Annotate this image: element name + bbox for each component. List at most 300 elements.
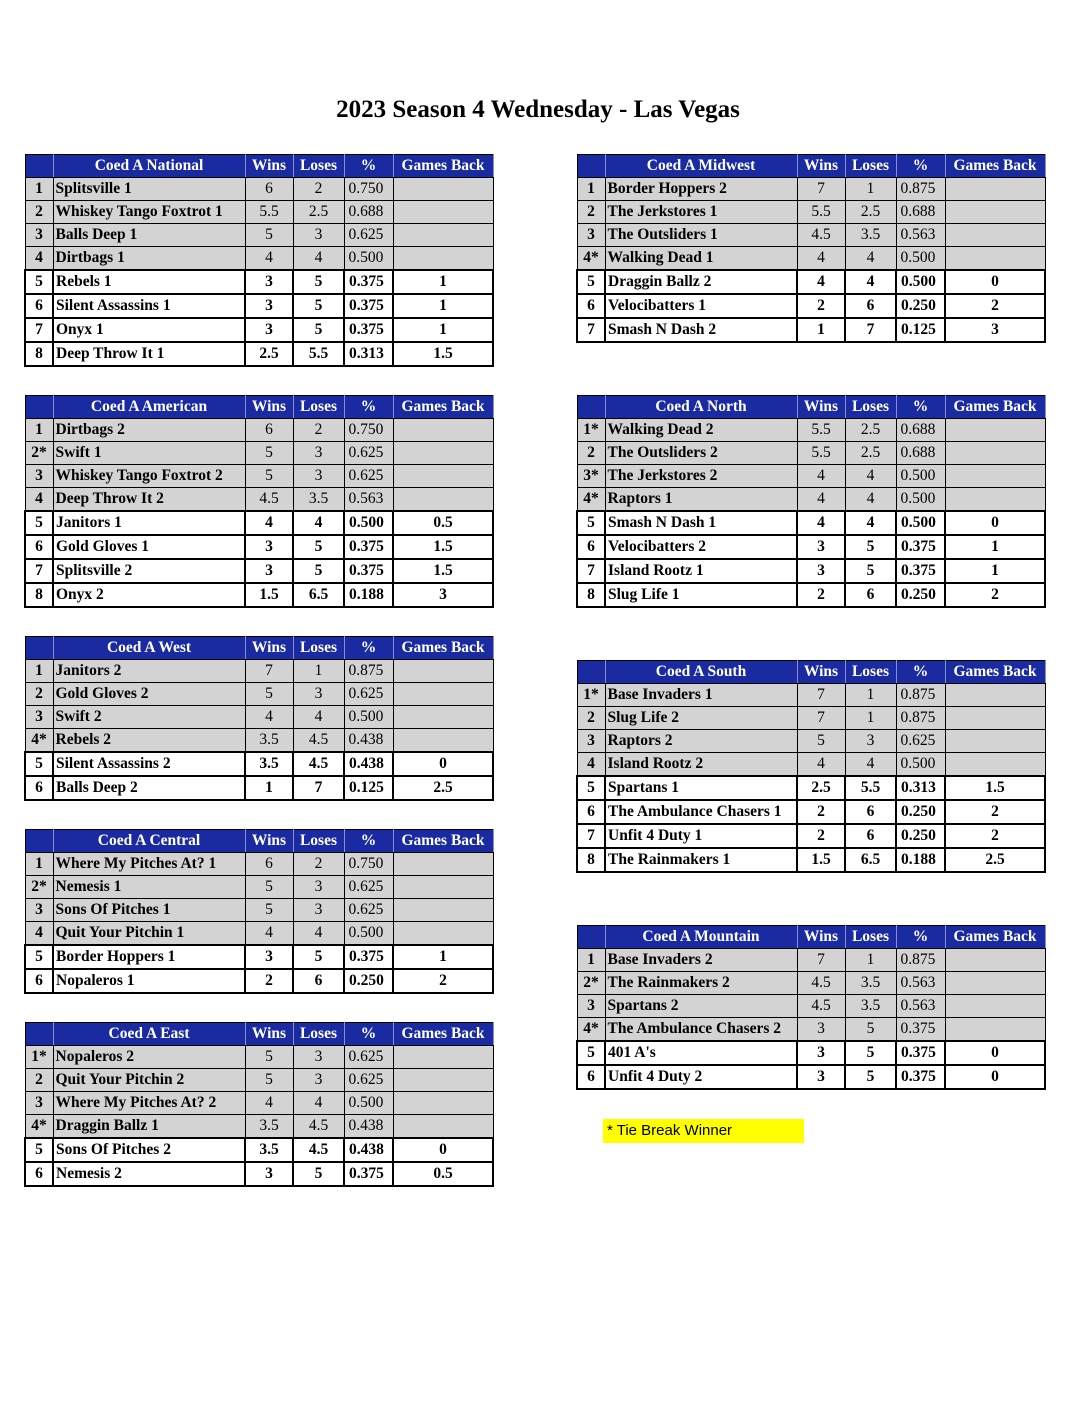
games-back-cell: 3: [393, 583, 493, 607]
team-name-cell: The Outsliders 1: [605, 224, 797, 247]
table-row: [577, 247, 1045, 271]
pct-cell: 0.188: [344, 583, 393, 607]
team-name-cell: Whiskey Tango Foxtrot 1: [53, 201, 245, 224]
games-back-cell: 0.5: [393, 511, 493, 535]
team-name-cell: Rebels 1: [53, 270, 245, 294]
division-header-row: [25, 830, 493, 853]
team-name-cell: Silent Assassins 2: [53, 752, 245, 776]
rank-cell: 2*: [25, 442, 53, 465]
table-row: [25, 178, 493, 201]
team-name-cell: Nemesis 2: [53, 1162, 245, 1186]
rank-cell: 6: [577, 535, 605, 559]
rank-cell: 7: [577, 824, 605, 848]
pct-cell: 0.500: [896, 465, 945, 488]
division-name: Coed A National: [53, 155, 245, 178]
loses-cell: 3: [293, 465, 344, 488]
rank-cell: 6: [25, 535, 53, 559]
wins-cell: 3.5: [245, 1115, 293, 1139]
loses-cell: 4: [845, 465, 896, 488]
pct-header: %: [896, 396, 945, 419]
pct-cell: 0.375: [344, 945, 393, 969]
games-back-cell: [945, 419, 1045, 442]
games-back-cell: 1: [393, 270, 493, 294]
team-name-cell: Whiskey Tango Foxtrot 2: [53, 465, 245, 488]
games-back-cell: [393, 1092, 493, 1115]
table-row: [25, 201, 493, 224]
wins-header: Wins: [797, 396, 845, 419]
games-back-cell: [393, 465, 493, 488]
rank-cell: 3: [25, 706, 53, 729]
loses-cell: 2: [293, 853, 344, 876]
rank-header: [577, 155, 605, 178]
pct-cell: 0.375: [896, 535, 945, 559]
games-back-cell: [945, 465, 1045, 488]
loses-cell: 1: [845, 949, 896, 972]
games-back-header: Games Back: [945, 155, 1045, 178]
wins-cell: 3.5: [245, 1138, 293, 1162]
pct-cell: 0.188: [896, 848, 945, 872]
games-back-header: Games Back: [393, 396, 493, 419]
pct-cell: 0.500: [344, 247, 393, 271]
rank-cell: 3: [25, 224, 53, 247]
loses-cell: 7: [293, 776, 344, 800]
team-name-cell: Where My Pitches At? 2: [53, 1092, 245, 1115]
loses-header: Loses: [293, 637, 344, 660]
games-back-cell: [393, 683, 493, 706]
pct-cell: 0.500: [344, 511, 393, 535]
loses-cell: 4: [293, 706, 344, 729]
division-table-west: [24, 636, 494, 801]
division-table-east: [24, 1022, 494, 1187]
team-name-cell: Island Rootz 2: [605, 753, 797, 777]
division-table-south: [576, 660, 1046, 873]
games-back-cell: [393, 419, 493, 442]
rank-cell: 7: [577, 318, 605, 342]
rank-cell: 4*: [25, 1115, 53, 1139]
team-name-cell: Janitors 1: [53, 511, 245, 535]
table-row: [577, 224, 1045, 247]
pct-cell: 0.250: [896, 294, 945, 318]
games-back-cell: [393, 201, 493, 224]
games-back-cell: [393, 876, 493, 899]
loses-cell: 5: [845, 1018, 896, 1042]
pct-cell: 0.125: [896, 318, 945, 342]
rank-cell: 1*: [577, 684, 605, 707]
loses-cell: 4: [293, 922, 344, 946]
loses-cell: 2: [293, 419, 344, 442]
pct-cell: 0.375: [344, 270, 393, 294]
wins-cell: 2: [245, 969, 293, 993]
team-name-cell: Swift 2: [53, 706, 245, 729]
rank-cell: 5: [577, 776, 605, 800]
team-name-cell: Sons Of Pitches 1: [53, 899, 245, 922]
loses-cell: 4: [293, 511, 344, 535]
table-row: [577, 684, 1045, 707]
wins-cell: 4: [245, 247, 293, 271]
rank-cell: 2: [577, 707, 605, 730]
table-row: [25, 247, 493, 271]
team-name-cell: Base Invaders 1: [605, 684, 797, 707]
table-row: [577, 535, 1045, 559]
team-name-cell: Base Invaders 2: [605, 949, 797, 972]
table-row: [577, 419, 1045, 442]
loses-header: Loses: [293, 830, 344, 853]
pct-cell: 0.375: [344, 535, 393, 559]
team-name-cell: Velocibatters 1: [605, 294, 797, 318]
pct-cell: 0.375: [344, 294, 393, 318]
rank-header: [577, 926, 605, 949]
pct-cell: 0.250: [896, 583, 945, 607]
rank-cell: 2*: [25, 876, 53, 899]
team-name-cell: Unfit 4 Duty 1: [605, 824, 797, 848]
table-row: [25, 706, 493, 729]
games-back-cell: [393, 1115, 493, 1139]
table-row: [25, 442, 493, 465]
division-header-row: [577, 155, 1045, 178]
games-back-cell: 0: [945, 511, 1045, 535]
pct-cell: 0.750: [344, 178, 393, 201]
pct-cell: 0.625: [344, 876, 393, 899]
table-row: [577, 270, 1045, 294]
rank-cell: 1: [577, 949, 605, 972]
team-name-cell: Smash N Dash 1: [605, 511, 797, 535]
pct-cell: 0.500: [896, 247, 945, 271]
rank-cell: 5: [577, 1041, 605, 1065]
pct-cell: 0.563: [344, 488, 393, 512]
pct-cell: 0.688: [344, 201, 393, 224]
rank-header: [25, 396, 53, 419]
loses-cell: 1: [845, 707, 896, 730]
rank-cell: 4: [577, 753, 605, 777]
wins-cell: 3: [797, 1018, 845, 1042]
wins-cell: 2: [797, 583, 845, 607]
table-row: [577, 559, 1045, 583]
pct-cell: 0.563: [896, 995, 945, 1018]
games-back-cell: [945, 949, 1045, 972]
wins-cell: 3: [245, 1162, 293, 1186]
wins-cell: 7: [797, 684, 845, 707]
team-name-cell: Draggin Ballz 1: [53, 1115, 245, 1139]
wins-cell: 4: [797, 753, 845, 777]
team-name-cell: Onyx 1: [53, 318, 245, 342]
games-back-cell: 0: [945, 1065, 1045, 1089]
games-back-cell: [393, 706, 493, 729]
rank-cell: 7: [25, 559, 53, 583]
wins-cell: 7: [797, 707, 845, 730]
team-name-cell: Slug Life 2: [605, 707, 797, 730]
team-name-cell: Janitors 2: [53, 660, 245, 683]
games-back-header: Games Back: [945, 396, 1045, 419]
games-back-cell: [945, 730, 1045, 753]
rank-cell: 5: [577, 270, 605, 294]
division-table-american: [24, 395, 494, 608]
wins-cell: 2.5: [797, 776, 845, 800]
table-row: [577, 824, 1045, 848]
pct-header: %: [896, 661, 945, 684]
table-row: [577, 178, 1045, 201]
loses-cell: 2.5: [293, 201, 344, 224]
pct-cell: 0.375: [344, 318, 393, 342]
division-table-midwest: [576, 154, 1046, 343]
team-name-cell: The Rainmakers 1: [605, 848, 797, 872]
games-back-cell: [393, 178, 493, 201]
pct-cell: 0.375: [344, 559, 393, 583]
rank-header: [577, 396, 605, 419]
pct-cell: 0.875: [896, 684, 945, 707]
division-table-north: [576, 395, 1046, 608]
pct-cell: 0.625: [344, 224, 393, 247]
table-row: [25, 559, 493, 583]
pct-cell: 0.563: [896, 972, 945, 995]
games-back-cell: 1.5: [945, 776, 1045, 800]
rank-cell: 5: [25, 1138, 53, 1162]
rank-cell: 1: [25, 660, 53, 683]
games-back-cell: [393, 247, 493, 271]
wins-cell: 4.5: [797, 972, 845, 995]
wins-cell: 4: [245, 511, 293, 535]
loses-header: Loses: [845, 155, 896, 178]
pct-cell: 0.625: [344, 1046, 393, 1069]
loses-cell: 6: [845, 583, 896, 607]
loses-cell: 5: [293, 294, 344, 318]
table-row: [577, 511, 1045, 535]
team-name-cell: The Outsliders 2: [605, 442, 797, 465]
pct-cell: 0.438: [344, 729, 393, 753]
loses-cell: 5: [293, 270, 344, 294]
rank-cell: 4*: [577, 247, 605, 271]
loses-cell: 3: [293, 876, 344, 899]
pct-header: %: [344, 1023, 393, 1046]
pct-header: %: [344, 830, 393, 853]
rank-header: [25, 637, 53, 660]
pct-cell: 0.875: [896, 707, 945, 730]
table-row: [577, 318, 1045, 342]
loses-cell: 5.5: [293, 342, 344, 366]
games-back-cell: [945, 972, 1045, 995]
wins-cell: 3: [797, 1041, 845, 1065]
rank-cell: 5: [577, 511, 605, 535]
table-row: [25, 1138, 493, 1162]
team-name-cell: Raptors 2: [605, 730, 797, 753]
loses-cell: 5: [293, 535, 344, 559]
games-back-cell: [945, 753, 1045, 777]
rank-cell: 3: [577, 224, 605, 247]
loses-cell: 6: [845, 294, 896, 318]
team-name-cell: The Ambulance Chasers 2: [605, 1018, 797, 1042]
wins-cell: 4: [797, 488, 845, 512]
division-table-mountain: [576, 925, 1046, 1090]
pct-cell: 0.500: [896, 488, 945, 512]
loses-cell: 4: [293, 1092, 344, 1115]
team-name-cell: Smash N Dash 2: [605, 318, 797, 342]
table-row: [25, 945, 493, 969]
table-row: [577, 465, 1045, 488]
wins-cell: 3: [245, 270, 293, 294]
rank-cell: 8: [25, 342, 53, 366]
wins-cell: 5: [245, 899, 293, 922]
table-row: [25, 683, 493, 706]
games-back-cell: [393, 488, 493, 512]
team-name-cell: Draggin Ballz 2: [605, 270, 797, 294]
rank-cell: 5: [25, 511, 53, 535]
wins-header: Wins: [245, 637, 293, 660]
games-back-cell: 0.5: [393, 1162, 493, 1186]
pct-cell: 0.625: [344, 442, 393, 465]
games-back-cell: 2: [945, 583, 1045, 607]
wins-cell: 2: [797, 824, 845, 848]
division-name: Coed A Central: [53, 830, 245, 853]
division-name: Coed A South: [605, 661, 797, 684]
loses-cell: 2: [293, 178, 344, 201]
table-row: [577, 949, 1045, 972]
team-name-cell: Splitsville 2: [53, 559, 245, 583]
wins-cell: 3: [245, 318, 293, 342]
loses-cell: 4.5: [293, 1138, 344, 1162]
wins-cell: 6: [245, 853, 293, 876]
games-back-header: Games Back: [945, 661, 1045, 684]
rank-header: [25, 155, 53, 178]
table-row: [25, 419, 493, 442]
rank-cell: 2: [25, 1069, 53, 1092]
games-back-cell: 2: [945, 800, 1045, 824]
pct-cell: 0.688: [896, 442, 945, 465]
team-name-cell: Where My Pitches At? 1: [53, 853, 245, 876]
table-row: [25, 465, 493, 488]
rank-header: [577, 661, 605, 684]
division-name: Coed A West: [53, 637, 245, 660]
loses-cell: 6.5: [845, 848, 896, 872]
wins-cell: 3: [797, 559, 845, 583]
loses-cell: 1: [293, 660, 344, 683]
loses-cell: 2.5: [845, 442, 896, 465]
wins-cell: 4: [797, 511, 845, 535]
rank-cell: 4*: [25, 729, 53, 753]
wins-cell: 7: [797, 178, 845, 201]
games-back-header: Games Back: [393, 1023, 493, 1046]
rank-cell: 3*: [577, 465, 605, 488]
table-row: [25, 535, 493, 559]
loses-cell: 4.5: [293, 729, 344, 753]
rank-cell: 7: [577, 559, 605, 583]
loses-header: Loses: [845, 926, 896, 949]
pct-cell: 0.438: [344, 1115, 393, 1139]
table-row: [25, 342, 493, 366]
wins-cell: 4.5: [797, 224, 845, 247]
games-back-header: Games Back: [393, 637, 493, 660]
division-header-row: [25, 396, 493, 419]
team-name-cell: Deep Throw It 2: [53, 488, 245, 512]
games-back-cell: 0: [393, 1138, 493, 1162]
rank-cell: 8: [25, 583, 53, 607]
division-header-row: [25, 1023, 493, 1046]
team-name-cell: Swift 1: [53, 442, 245, 465]
games-back-header: Games Back: [393, 830, 493, 853]
wins-cell: 2: [797, 800, 845, 824]
rank-cell: 3: [25, 1092, 53, 1115]
games-back-cell: 3: [945, 318, 1045, 342]
team-name-cell: Spartans 2: [605, 995, 797, 1018]
pct-cell: 0.563: [896, 224, 945, 247]
table-row: [577, 753, 1045, 777]
wins-cell: 4: [245, 922, 293, 946]
pct-header: %: [344, 155, 393, 178]
games-back-cell: [393, 853, 493, 876]
loses-cell: 3: [293, 683, 344, 706]
rank-cell: 5: [25, 945, 53, 969]
loses-cell: 7: [845, 318, 896, 342]
table-row: [577, 972, 1045, 995]
loses-cell: 6.5: [293, 583, 344, 607]
games-back-cell: [945, 684, 1045, 707]
wins-cell: 5: [245, 442, 293, 465]
loses-header: Loses: [293, 1023, 344, 1046]
loses-cell: 2.5: [845, 419, 896, 442]
wins-cell: 5: [245, 683, 293, 706]
team-name-cell: Quit Your Pitchin 2: [53, 1069, 245, 1092]
wins-cell: 4: [797, 465, 845, 488]
loses-cell: 4.5: [293, 1115, 344, 1139]
pct-header: %: [896, 155, 945, 178]
rank-cell: 2: [25, 683, 53, 706]
games-back-cell: 2: [945, 824, 1045, 848]
team-name-cell: Walking Dead 2: [605, 419, 797, 442]
loses-cell: 3.5: [293, 488, 344, 512]
table-row: [577, 201, 1045, 224]
wins-cell: 4: [797, 247, 845, 271]
wins-cell: 4.5: [245, 488, 293, 512]
wins-header: Wins: [797, 155, 845, 178]
rank-cell: 4: [25, 922, 53, 946]
loses-cell: 4: [845, 247, 896, 271]
team-name-cell: Slug Life 1: [605, 583, 797, 607]
wins-cell: 1: [797, 318, 845, 342]
wins-cell: 3.5: [245, 729, 293, 753]
team-name-cell: Velocibatters 2: [605, 535, 797, 559]
rank-cell: 2: [577, 442, 605, 465]
loses-cell: 3: [293, 1069, 344, 1092]
wins-cell: 7: [797, 949, 845, 972]
wins-cell: 2.5: [245, 342, 293, 366]
loses-cell: 5: [293, 945, 344, 969]
table-row: [577, 442, 1045, 465]
games-back-cell: 1: [393, 294, 493, 318]
loses-cell: 4: [845, 511, 896, 535]
rank-cell: 1*: [25, 1046, 53, 1069]
wins-cell: 5.5: [797, 419, 845, 442]
wins-cell: 4.5: [797, 995, 845, 1018]
loses-cell: 4: [845, 270, 896, 294]
rank-cell: 1*: [577, 419, 605, 442]
division-header-row: [25, 637, 493, 660]
wins-cell: 3: [245, 535, 293, 559]
loses-cell: 5: [293, 318, 344, 342]
pct-cell: 0.500: [896, 753, 945, 777]
table-row: [577, 707, 1045, 730]
table-row: [25, 729, 493, 753]
team-name-cell: The Jerkstores 1: [605, 201, 797, 224]
wins-cell: 3: [245, 945, 293, 969]
games-back-cell: [945, 707, 1045, 730]
games-back-cell: 1: [393, 318, 493, 342]
games-back-cell: [945, 247, 1045, 271]
rank-cell: 6: [577, 294, 605, 318]
team-name-cell: Deep Throw It 1: [53, 342, 245, 366]
team-name-cell: Onyx 2: [53, 583, 245, 607]
table-row: [25, 294, 493, 318]
team-name-cell: Spartans 1: [605, 776, 797, 800]
wins-cell: 3: [797, 535, 845, 559]
division-name: Coed A Mountain: [605, 926, 797, 949]
